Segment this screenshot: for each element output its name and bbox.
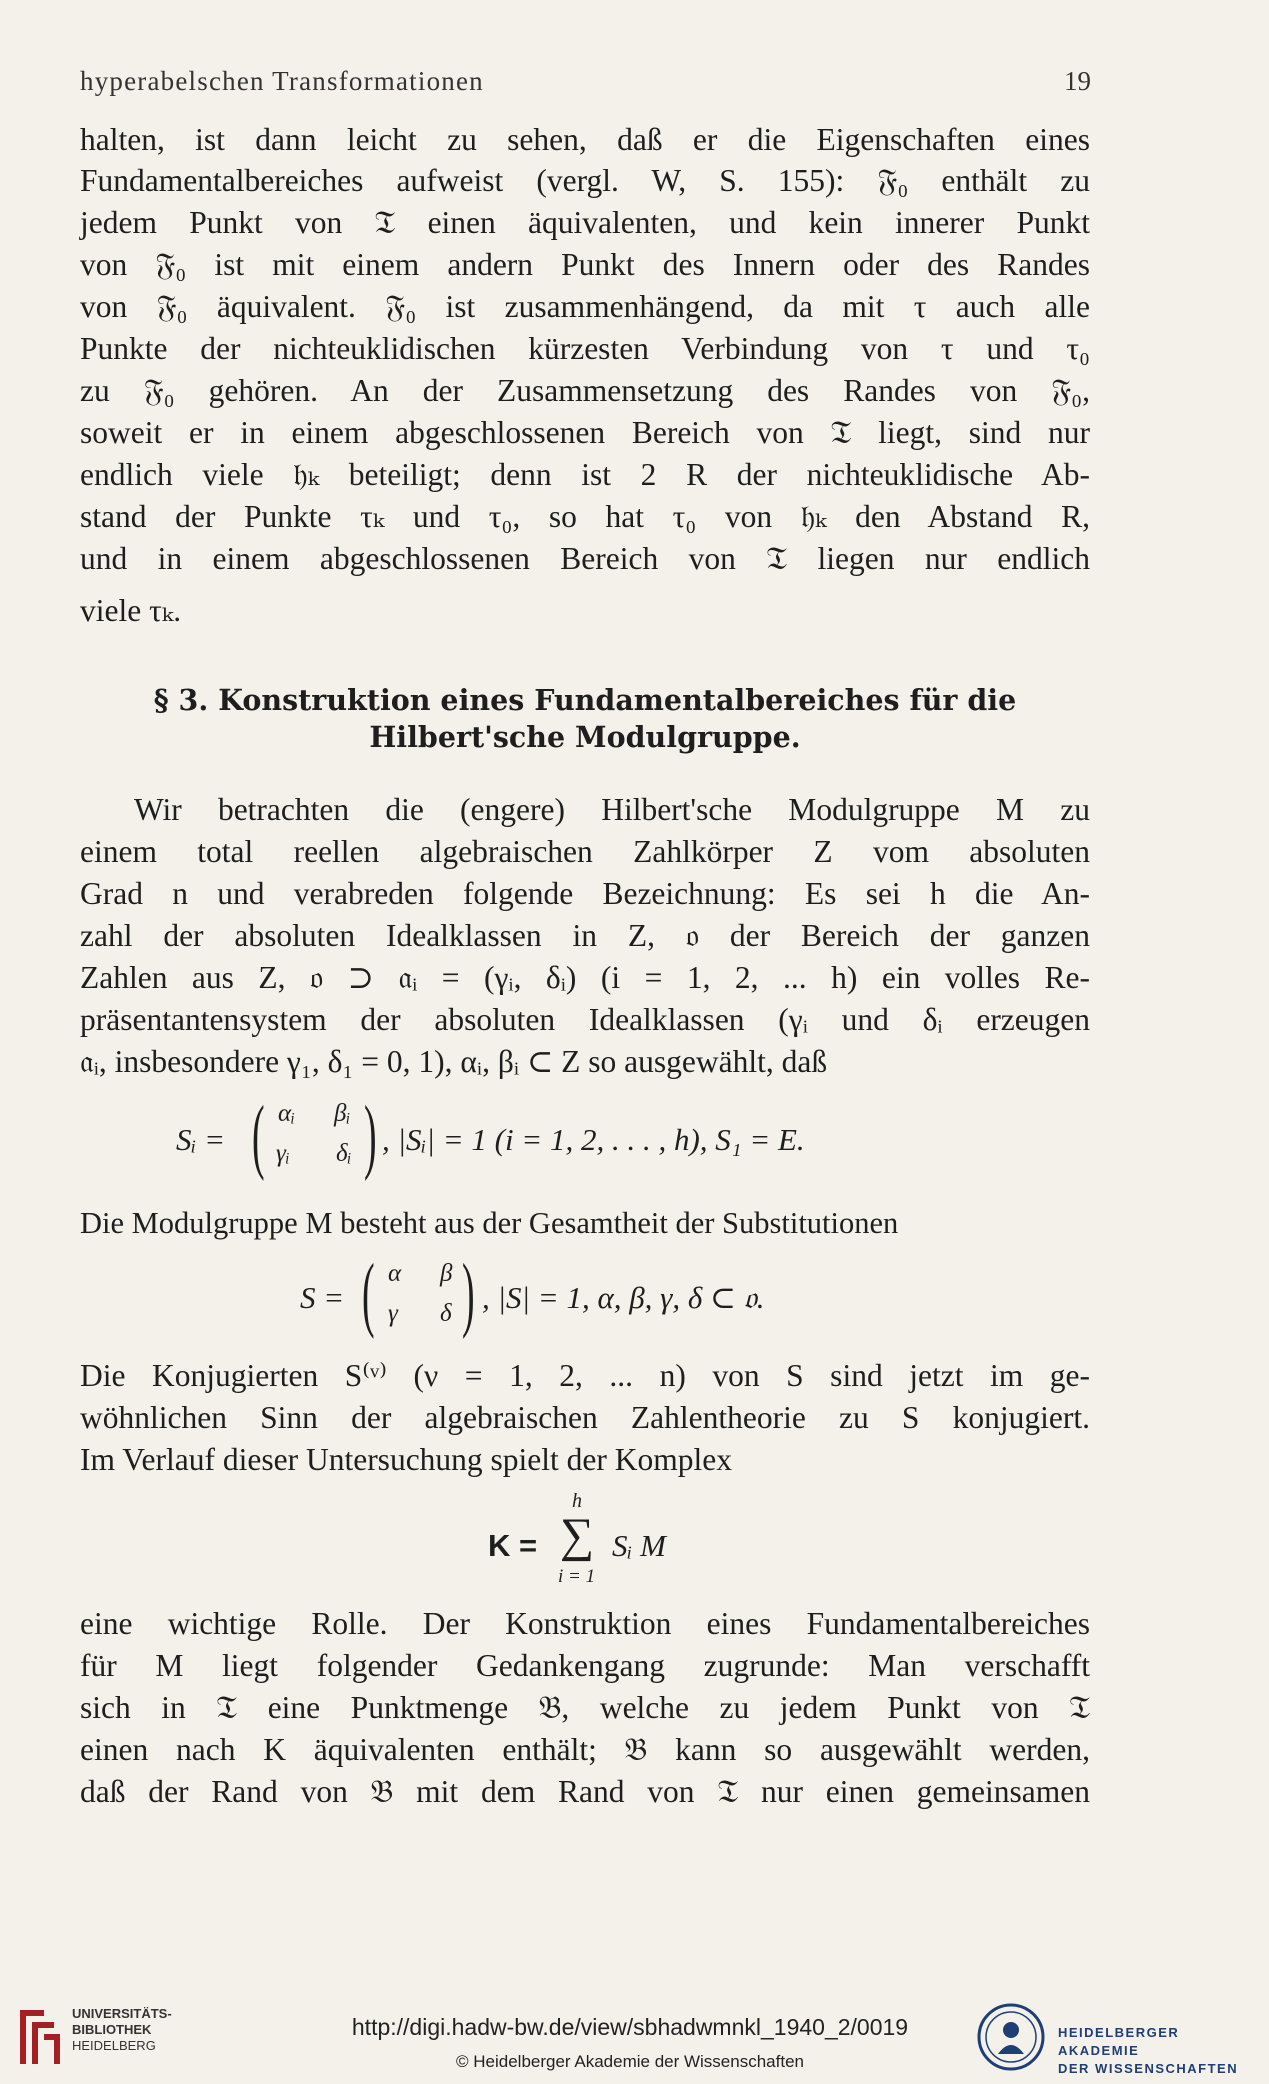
formula-lhs: K = [488, 1528, 538, 1563]
paren-right: ) [462, 1247, 475, 1340]
section-heading: Hilbert'sche Modulgruppe. [369, 720, 801, 754]
text-line: halten, ist dann leicht zu sehen, daß er die Eigenschaften eines [80, 122, 1090, 157]
library-emblem-icon [14, 2006, 66, 2070]
text-line: Punkte der nichteuklidischen kürzesten Verbindung von τ und τ₀ [80, 331, 1090, 366]
library-name-line: UNIVERSITÄTS- [72, 2006, 172, 2021]
text-line: Grad n und verabreden folgende Bezeichnung: Es sei h die An- [80, 876, 1090, 911]
page-footer [0, 1996, 1269, 2084]
sum-term: Sᵢ M [612, 1528, 666, 1563]
sum-sign: ∑ [560, 1509, 595, 1562]
matrix-entry: βᵢ [334, 1100, 351, 1127]
formula-k [488, 1490, 728, 1590]
academy-name-line: DER WISSENSCHAFTEN [1058, 2061, 1239, 2076]
text-line: 𝔞ᵢ, insbesondere γ₁, δ₁ = 0, 1), αᵢ, βᵢ ⊂ Z so ausgewählt, daß [80, 1044, 828, 1079]
matrix-entry: γᵢ [276, 1140, 290, 1167]
paren-right: ) [364, 1089, 377, 1182]
text-line: und in einem abgeschlossenen Bereich von 𝔗 liegen nur endlich [80, 541, 1090, 576]
text-line: endlich viele 𝔥ₖ beteiligt; denn ist 2 R der nichteuklidische Ab- [80, 457, 1090, 492]
text-line: einem total reellen algebraischen Zahlkörper Z vom absoluten [80, 834, 1090, 869]
running-head: hyperabelschen Transformationen [80, 66, 484, 96]
text-line: Die Modulgruppe M besteht aus der Gesamtheit der Substitutionen [80, 1206, 899, 1240]
formula-rhs: , |S| = 1, α, β, γ, δ ⊂ 𝔬. [482, 1280, 765, 1315]
paren-left: ( [252, 1089, 265, 1182]
page-header [80, 66, 1091, 106]
academy-name-line: HEIDELBERGER AKADEMIE [1058, 2025, 1180, 2058]
text-line: für M liegt folgender Gedankengang zugrunde: Man verschafft [80, 1648, 1090, 1683]
text-line: zu 𝔉₀ gehören. An der Zusammensetzung des Randes von 𝔉₀, [80, 373, 1090, 408]
academy-name [1058, 2024, 1256, 2078]
text-line: von 𝔉₀ ist mit einem andern Punkt des Innern oder des Randes [80, 247, 1090, 282]
library-name-line: HEIDELBERG [72, 2038, 156, 2053]
sum-lower: i = 1 [558, 1566, 596, 1587]
text-line: sich in 𝔗 eine Punktmenge 𝔅, welche zu jedem Punkt von 𝔗 [80, 1690, 1090, 1725]
text-line: soweit er in einem abgeschlossenen Bereich von 𝔗 liegt, sind nur [80, 415, 1090, 450]
text-line: zahl der absoluten Idealklassen in Z, 𝔬 der Bereich der ganzen [80, 918, 1090, 953]
matrix-entry: δᵢ [336, 1140, 352, 1167]
matrix-entry: αᵢ [278, 1100, 296, 1127]
text-line: von 𝔉₀ äquivalent. 𝔉₀ ist zusammenhängend, da mit τ auch alle [80, 289, 1090, 324]
formula-lhs: Sᵢ = [176, 1122, 226, 1157]
section-heading: § 3. Konstruktion eines Fundamentalbereiches für die [153, 683, 1017, 717]
text-line: wöhnlichen Sinn der algebraischen Zahlentheorie zu S konjugiert. [80, 1400, 1090, 1435]
text-line: Zahlen aus Z, 𝔬 ⊃ 𝔞ᵢ = (γᵢ, δᵢ) (i = 1, 2, ... h) ein volles Re- [80, 960, 1090, 995]
copyright-notice: © Heidelberger Akademie der Wissenschaften [456, 2052, 804, 2071]
formula-s [300, 1247, 1000, 1340]
matrix-entry: δ [440, 1300, 452, 1327]
academy-seal-icon [976, 2002, 1046, 2072]
text-line: viele τₖ. [80, 593, 182, 628]
text-line: daß der Rand von 𝔅 mit dem Rand von 𝔗 nur einen gemeinsamen [80, 1774, 1090, 1809]
page-number: 19 [1064, 66, 1091, 96]
text-line: einen nach K äquivalenten enthält; 𝔅 kann so ausgewählt werden, [80, 1732, 1090, 1767]
text-line: Im Verlauf dieser Untersuchung spielt der Komplex [80, 1442, 732, 1477]
text-line: präsentantensystem der absoluten Idealklassen (γᵢ und δᵢ erzeugen [80, 1002, 1090, 1037]
formula-rhs: , |Sᵢ| = 1 (i = 1, 2, . . . , h), S₁ = E. [382, 1122, 805, 1157]
academy-logo [976, 2002, 1256, 2076]
text-line: eine wichtige Rolle. Der Konstruktion eines Fundamentalbereiches [80, 1606, 1090, 1641]
text-line: jedem Punkt von 𝔗 einen äquivalenten, und kein innerer Punkt [80, 205, 1090, 240]
matrix-entry: β [440, 1260, 453, 1287]
source-url-link[interactable]: http://digi.hadw-bw.de/view/sbhadwmnkl_1940_2/0019 [351, 2014, 909, 2040]
matrix-entry: α [388, 1260, 402, 1287]
text-line: stand der Punkte τₖ und τ₀, so hat τ₀ von 𝔥ₖ den Abstand R, [80, 499, 1090, 534]
matrix-entry: γ [388, 1300, 398, 1327]
library-logo [14, 2006, 172, 2070]
formula-si [176, 1089, 1076, 1182]
text-line: Die Konjugierten S⁽ᵛ⁾ (ν = 1, 2, ... n) von S sind jetzt im ge- [80, 1358, 1090, 1393]
sum-upper: h [572, 1490, 582, 1512]
paren-left: ( [362, 1247, 375, 1340]
text-line: Fundamentalbereiches aufweist (vergl. W, S. 155): 𝔉₀ enthält zu [80, 163, 1090, 198]
formula-lhs: S = [300, 1280, 345, 1315]
library-name-line: BIBLIOTHEK [72, 2022, 152, 2037]
library-name [72, 2006, 172, 2054]
text-line: Wir betrachten die (engere) Hilbert'sche Modulgruppe M zu [134, 792, 1090, 827]
